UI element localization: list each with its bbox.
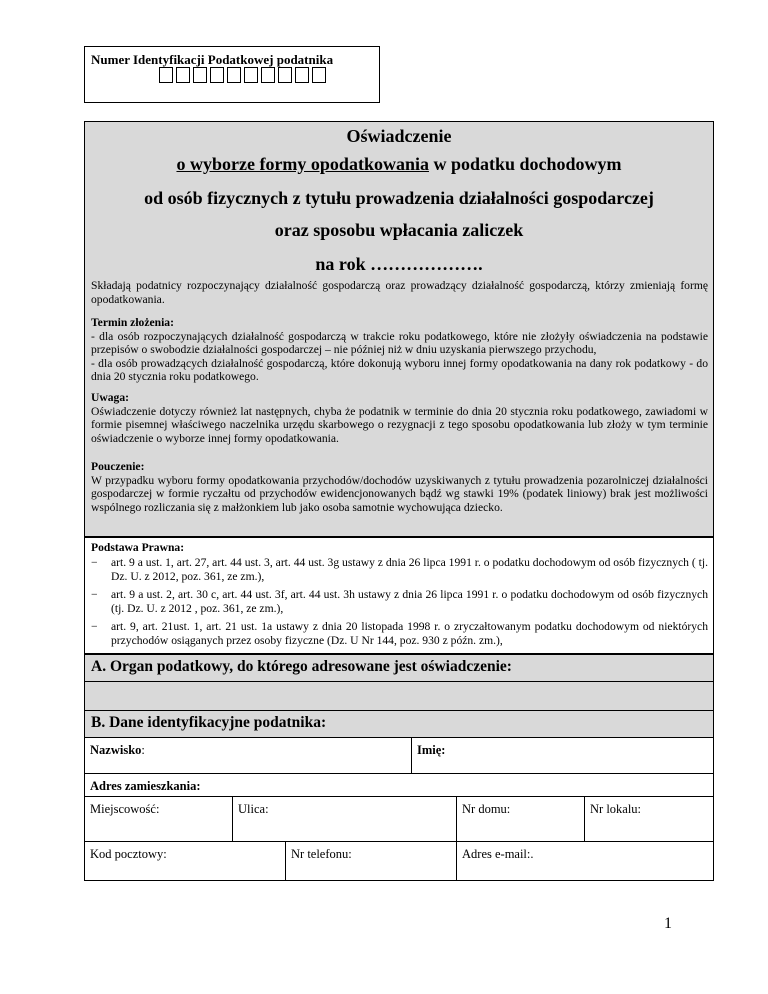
termin-line-1: - dla osób rozpoczynających działalność gospodarczą w trakcie roku podatkowego, które nie złożyły oświadczenia na podstawie przepisów o swobodzie działalności gospodarczej – nie później niż w dniu uzyskania pierwszego przychodu, bbox=[91, 329, 708, 357]
form-subtitle-1 bbox=[85, 154, 713, 175]
nip-digit-field[interactable] bbox=[295, 67, 309, 83]
uwaga-section bbox=[91, 391, 708, 445]
termin-heading: Termin złożenia: bbox=[91, 316, 174, 329]
form-subtitle-underlined: o wyborze formy opodatkowania bbox=[176, 154, 429, 174]
surname-field[interactable] bbox=[84, 737, 412, 774]
apartment-number-label: Nr lokalu: bbox=[590, 802, 642, 816]
legal-item-text: art. 9 a ust. 1, art. 27, art. 44 ust. 3, art. 44 ust. 3g ustawy z dnia 26 lipca 1991 r. o podatku dochodowym od osób fizycznych ( tj. Dz. U. z 2012, poz. 361, ze zm.), bbox=[111, 556, 708, 583]
address-heading: Adres zamieszkania: bbox=[90, 779, 201, 793]
pouczenie-section bbox=[91, 460, 708, 514]
postal-code-field[interactable] bbox=[84, 841, 286, 881]
form-subtitle-3: oraz sposobu wpłacania zaliczek bbox=[274, 220, 524, 240]
nip-digit-field[interactable] bbox=[193, 67, 207, 83]
postal-code-label: Kod pocztowy: bbox=[90, 847, 167, 861]
nip-digit-field[interactable] bbox=[227, 67, 241, 83]
intro-text: Składają podatnicy rozpoczynający działalność gospodarczą oraz prowadzący działalność gospodarczą, którzy zmieniają formę opodatkowania. bbox=[91, 279, 708, 306]
legal-heading: Podstawa Prawna: bbox=[91, 541, 185, 554]
header-block bbox=[84, 121, 714, 537]
page-number: 1 bbox=[664, 915, 672, 932]
surname-label bbox=[90, 743, 145, 758]
street-field[interactable] bbox=[232, 796, 457, 842]
form-subtitle-rest: w podatku dochodowym bbox=[428, 154, 622, 174]
nip-cells bbox=[159, 67, 329, 83]
pouczenie-heading: Pouczenie: bbox=[91, 460, 145, 473]
nip-digit-field[interactable] bbox=[261, 67, 275, 83]
termin-section bbox=[91, 316, 708, 384]
legal-item: − art. 9 a ust. 1, art. 27, art. 44 ust. 3, art. 44 ust. 3g ustawy z dnia 26 lipca 1991 r. o podatku dochodowym od osób fizycznych ( tj. Dz. U. z 2012, poz. 361, ze zm.), bbox=[91, 556, 708, 583]
legal-item-text: art. 9 a ust. 2, art. 30 c, art. 44 ust. 3f, art. 44 ust. 3h ustawy z dnia 26 lipca 1991 r. o podatku dochodowym od osób fizycznych (tj. Dz. U. z 2012 , poz. 361, ze zm.), bbox=[111, 588, 708, 615]
phone-field[interactable] bbox=[285, 841, 457, 881]
email-label: Adres e-mail:. bbox=[462, 847, 534, 861]
nip-digit-field[interactable] bbox=[210, 67, 224, 83]
city-field[interactable] bbox=[84, 796, 233, 842]
form-year-line: na rok ………………. bbox=[315, 254, 483, 274]
legal-item-text: art. 9, art. 21ust. 1, art. 21 ust. 1a ustawy z dnia 20 listopada 1998 r. o zryczałtowanym podatku dochodowym od niektórych przychodów osiąganych przez osoby fizyczne (Dz. U Nr 144, poz. 930 z późn. zm.), bbox=[111, 620, 708, 647]
legal-item: − art. 9 a ust. 2, art. 30 c, art. 44 ust. 3f, art. 44 ust. 3h ustawy z dnia 26 lipca 1991 r. o podatku dochodowym od osób fizycznych (tj. Dz. U. z 2012 , poz. 361, ze zm.), bbox=[91, 588, 708, 615]
phone-label: Nr telefonu: bbox=[291, 847, 352, 861]
tax-office-field[interactable] bbox=[84, 681, 714, 711]
uwaga-heading: Uwaga: bbox=[91, 391, 129, 404]
form-title: Oświadczenie bbox=[346, 126, 452, 146]
city-label: Miejscowość: bbox=[90, 802, 160, 816]
section-b-header bbox=[84, 710, 714, 738]
street-label: Ulica: bbox=[238, 802, 269, 816]
uwaga-text: Oświadczenie dotyczy również lat następnych, chyba że podatnik w terminie do dnia 20 stycznia roku podatkowego, zawiadomi w formie pisemnej właściwego naczelnika urzędu skarbowego o rezygnacji z tego sposobu opodatkowania lub złoży w tym terminie oświadczenie o wyborze innej formy opodatkowania. bbox=[91, 404, 708, 445]
surname-label-text: Nazwisko bbox=[90, 743, 142, 757]
form-subtitle-2: od osób fizycznych z tytułu prowadzenia działalności gospodarczej bbox=[144, 188, 654, 208]
email-field[interactable] bbox=[456, 841, 714, 881]
nip-box bbox=[84, 46, 380, 103]
first-name-label: Imię: bbox=[417, 743, 446, 757]
nip-label: Numer Identyfikacji Podatkowej podatnika bbox=[91, 52, 334, 67]
nip-digit-field[interactable] bbox=[244, 67, 258, 83]
surname-label-colon: : bbox=[141, 743, 145, 757]
pouczenie-text: W przypadku wyboru formy opodatkowania przychodów/dochodów uzyskiwanych z tytułu prowadzenia pozarolniczej działalności gospodarczej w formie ryczałtu od przychodów ewidencjonowanych bądź wg stawki 19% (podatek liniowy) brak jest możliwości wspólnego rozliczania się z małżonkiem lub jako osoba samotnie wychowująca dziecko. bbox=[91, 473, 708, 514]
house-number-field[interactable] bbox=[456, 796, 585, 842]
first-name-field[interactable] bbox=[411, 737, 714, 774]
address-heading-row bbox=[84, 773, 714, 797]
section-a-title: A. Organ podatkowy, do którego adresowane jest oświadczenie: bbox=[91, 658, 512, 675]
nip-digit-field[interactable] bbox=[159, 67, 173, 83]
nip-digit-field[interactable] bbox=[312, 67, 326, 83]
termin-line-2: - dla osób prowadzących działalność gospodarczą, które dokonują wyboru innej formy opodatkowania na dany rok podatkowy - do dnia 20 stycznia roku podatkowego. bbox=[91, 356, 708, 384]
legal-item: − art. 9, art. 21ust. 1, art. 21 ust. 1a ustawy z dnia 20 listopada 1998 r. o zryczałtowanym podatku dochodowym od niektórych przychodów osiąganych przez osoby fizyczne (Dz. U Nr 144, poz. 930 z późn. zm.), bbox=[91, 620, 708, 647]
section-a-header bbox=[84, 654, 714, 682]
house-number-label: Nr domu: bbox=[462, 802, 511, 816]
legal-basis bbox=[84, 537, 714, 654]
apartment-number-field[interactable] bbox=[584, 796, 714, 842]
nip-digit-field[interactable] bbox=[278, 67, 292, 83]
nip-digit-field[interactable] bbox=[176, 67, 190, 83]
section-b-title: B. Dane identyfikacyjne podatnika: bbox=[91, 714, 327, 731]
